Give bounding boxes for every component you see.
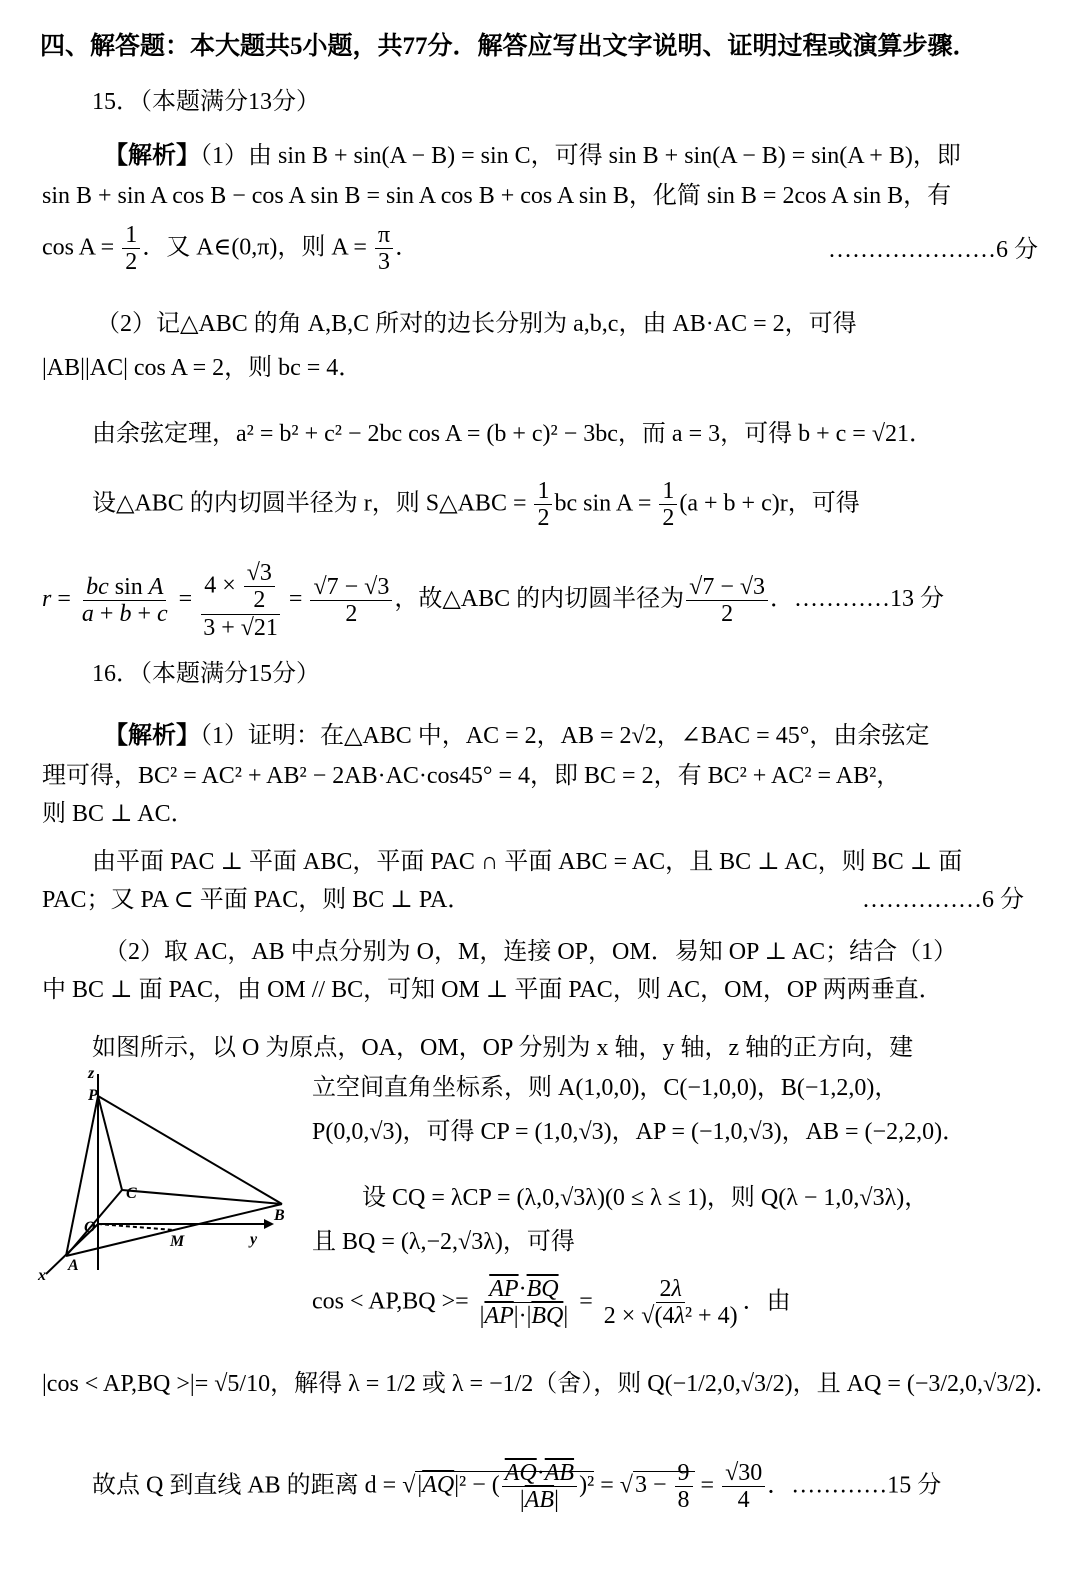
q16-p7: 故点 Q 到直线 AB 的距离 $d = √|\overline{AQ}|^2$ − ( $\frac{\overline{AQ}\cdot\overline{AB}}{|\overline{AB}|}$ )² = √3 − $\frac{9}{8}$ = $\frac{√30}{4}$ ．…………15 分 bbox=[92, 1460, 942, 1514]
q15-p2-line2: |AB||AC| cos A = 2，则 bc = 4． bbox=[42, 355, 363, 381]
q15-p2-line1: （2）记△ABC 的角 A,B,C 所对的边长分别为 a,b,c，由 AB·AC = 2，可得 bbox=[96, 311, 857, 337]
fig-label-y: y bbox=[250, 1231, 258, 1248]
q16-p1-line3: 则 BC ⊥ AC． bbox=[42, 801, 195, 827]
q15-p1-line3: cos A = $\frac{1}{2}$ ．又 A∈(0,π)，则 A = $\frac{\pi}{3}$ ． bbox=[42, 222, 420, 276]
q15-p5: r = $\frac{\text{bc sin A}}{a + b + c}$ = 4 × $\frac{√3}{2}$ 3 + √21 = $\frac{√7 - √3}{2}$ ，故△ABC 的内切圆半径为 $\frac{√7 - √3}{2}$ ．…………13 分 bbox=[42, 560, 945, 641]
q16-p7a: 故点 Q 到直线 AB 的距离 d = bbox=[92, 1472, 403, 1499]
q16-p2-line2: PAC；又 PA ⊂ 平面 PAC，则 BC ⊥ PA． bbox=[42, 887, 472, 913]
q15-p4a: 设△ABC 的内切圆半径为 r，则 S△ABC = bbox=[92, 490, 533, 517]
q15-p5-mid: ，故△ABC 的内切圆半径为 bbox=[394, 586, 685, 613]
q16-p1-line2: 理可得，BC² = AC² + AB² − 2AB·AC·cos45° = 4，即 BC = 2，有 BC² + AC² = AB²， bbox=[42, 763, 901, 789]
fig-label-C: C bbox=[126, 1185, 137, 1202]
q16-p1-line1 bbox=[104, 722, 929, 751]
q15-tag: 【解析】 bbox=[104, 143, 200, 169]
q16-p4-line2: 立空间直角坐标系，则 A(1,0,0)，C(−1,0,0)，B(−1,2,0)， bbox=[312, 1075, 899, 1101]
q15-score-13: ．…………13 分 bbox=[770, 586, 945, 613]
fig-label-B: B bbox=[274, 1207, 285, 1224]
q16-p5-cos: cos < AP,BQ >= $\frac{\overline{AP}\cdot\overline{BQ}}{|\overline{AP}|\cdot|\overline{BQ}|}$ = $\frac{2\lambda}{\text{2 × √(4λ² + 4)}}$ ．由 bbox=[312, 1276, 791, 1330]
q16-p5-line1: 设 CQ = λCP = (λ,0,√3λ)(0 ≤ λ ≤ 1)，则 Q(λ − 1,0,√3λ)， bbox=[362, 1185, 929, 1211]
q16-score-6: ……………6 分 bbox=[862, 887, 1024, 913]
fig-label-O: O bbox=[84, 1219, 96, 1236]
q15-title: 15．（本题满分13分） bbox=[92, 89, 320, 115]
q16-score-15: ．…………15 分 bbox=[767, 1472, 942, 1499]
q15-p4: 设△ABC 的内切圆半径为 r，则 S△ABC = $\frac{1}{2}$ bc sin A = $\frac{1}{2}$ (a + b + c)r，可得 bbox=[92, 478, 860, 532]
fig-label-P: P bbox=[88, 1087, 98, 1104]
q16-tag: 【解析】 bbox=[104, 723, 200, 749]
q16-p5-line2: 且 BQ = (λ,−2,√3λ)，可得 bbox=[312, 1229, 575, 1255]
fig-label-x: x bbox=[38, 1267, 46, 1284]
q15-p4b: bc sin A = bbox=[554, 490, 658, 517]
q16-p5-end: ．由 bbox=[742, 1288, 791, 1315]
fig-label-M: M bbox=[170, 1233, 185, 1250]
q16-p1-text: （1）证明：在△ABC 中，AC = 2，AB = 2√2，∠BAC = 45°，由余弦定 bbox=[200, 723, 930, 749]
q16-p4-line3: P(0,0,√3)，可得 CP = (1,0,√3)，AP = (−1,0,√3)，AB = (−2,2,0)． bbox=[312, 1119, 967, 1145]
fig-label-A: A bbox=[68, 1257, 79, 1274]
section-header: 四、解答题：本大题共5小题，共77分．解答应写出文字说明、证明过程或演算步骤． bbox=[40, 33, 978, 60]
q16-p3-line2: 中 BC ⊥ 面 PAC，由 OM // BC，可知 OM ⊥ 平面 PAC，则 AC，OM，OP 两两垂直． bbox=[42, 977, 943, 1003]
q15-p1-line2: sin B + sin A cos B − cos A sin B = sin A cos B + cos A sin B，化简 sin B = 2cos A sin B，有 bbox=[42, 183, 952, 209]
q16-cos-label: cos < AP,BQ >= bbox=[312, 1288, 475, 1315]
q16-p6: |cos < AP,BQ >|= √5/10，解得 λ = 1/2 或 λ = −1/2（舍），则 Q(−1/2,0,√3/2)，且 AQ = (−3/2,0,√3/2)． bbox=[42, 1371, 1059, 1397]
q15-score-6: …………………6 分 bbox=[828, 237, 1038, 263]
pyramid-figure bbox=[36, 1064, 306, 1290]
fig-label-z: z bbox=[88, 1065, 95, 1082]
q15-p1-text: （1）由 sin B + sin(A − B) = sin C，可得 sin B + sin(A − B) = sin(A + B)，即 bbox=[200, 143, 961, 169]
q15-Arange: ．又 A∈(0,π)，则 A = bbox=[142, 234, 373, 261]
q15-cosA: cos A = bbox=[42, 234, 121, 261]
q16-p2-line1: 由平面 PAC ⊥ 平面 ABC，平面 PAC ∩ 平面 ABC = AC，且 BC ⊥ AC，则 BC ⊥ 面 bbox=[92, 849, 963, 875]
q15-p3: 由余弦定理，a² = b² + c² − 2bc cos A = (b + c)² − 3bc，而 a = 3，可得 b + c = √21． bbox=[92, 421, 933, 447]
q16-p4-line1: 如图所示，以 O 为原点，OA，OM，OP 分别为 x 轴，y 轴，z 轴的正方向，建 bbox=[92, 1035, 914, 1061]
q16-title: 16．（本题满分15分） bbox=[92, 661, 320, 687]
q15-p1-line1 bbox=[104, 142, 961, 171]
q15-p4c: (a + b + c)r，可得 bbox=[679, 490, 860, 517]
q16-p3-line1: （2）取 AC，AB 中点分别为 O，M，连接 OP，OM．易知 OP ⊥ AC；结合（1） bbox=[104, 939, 958, 965]
